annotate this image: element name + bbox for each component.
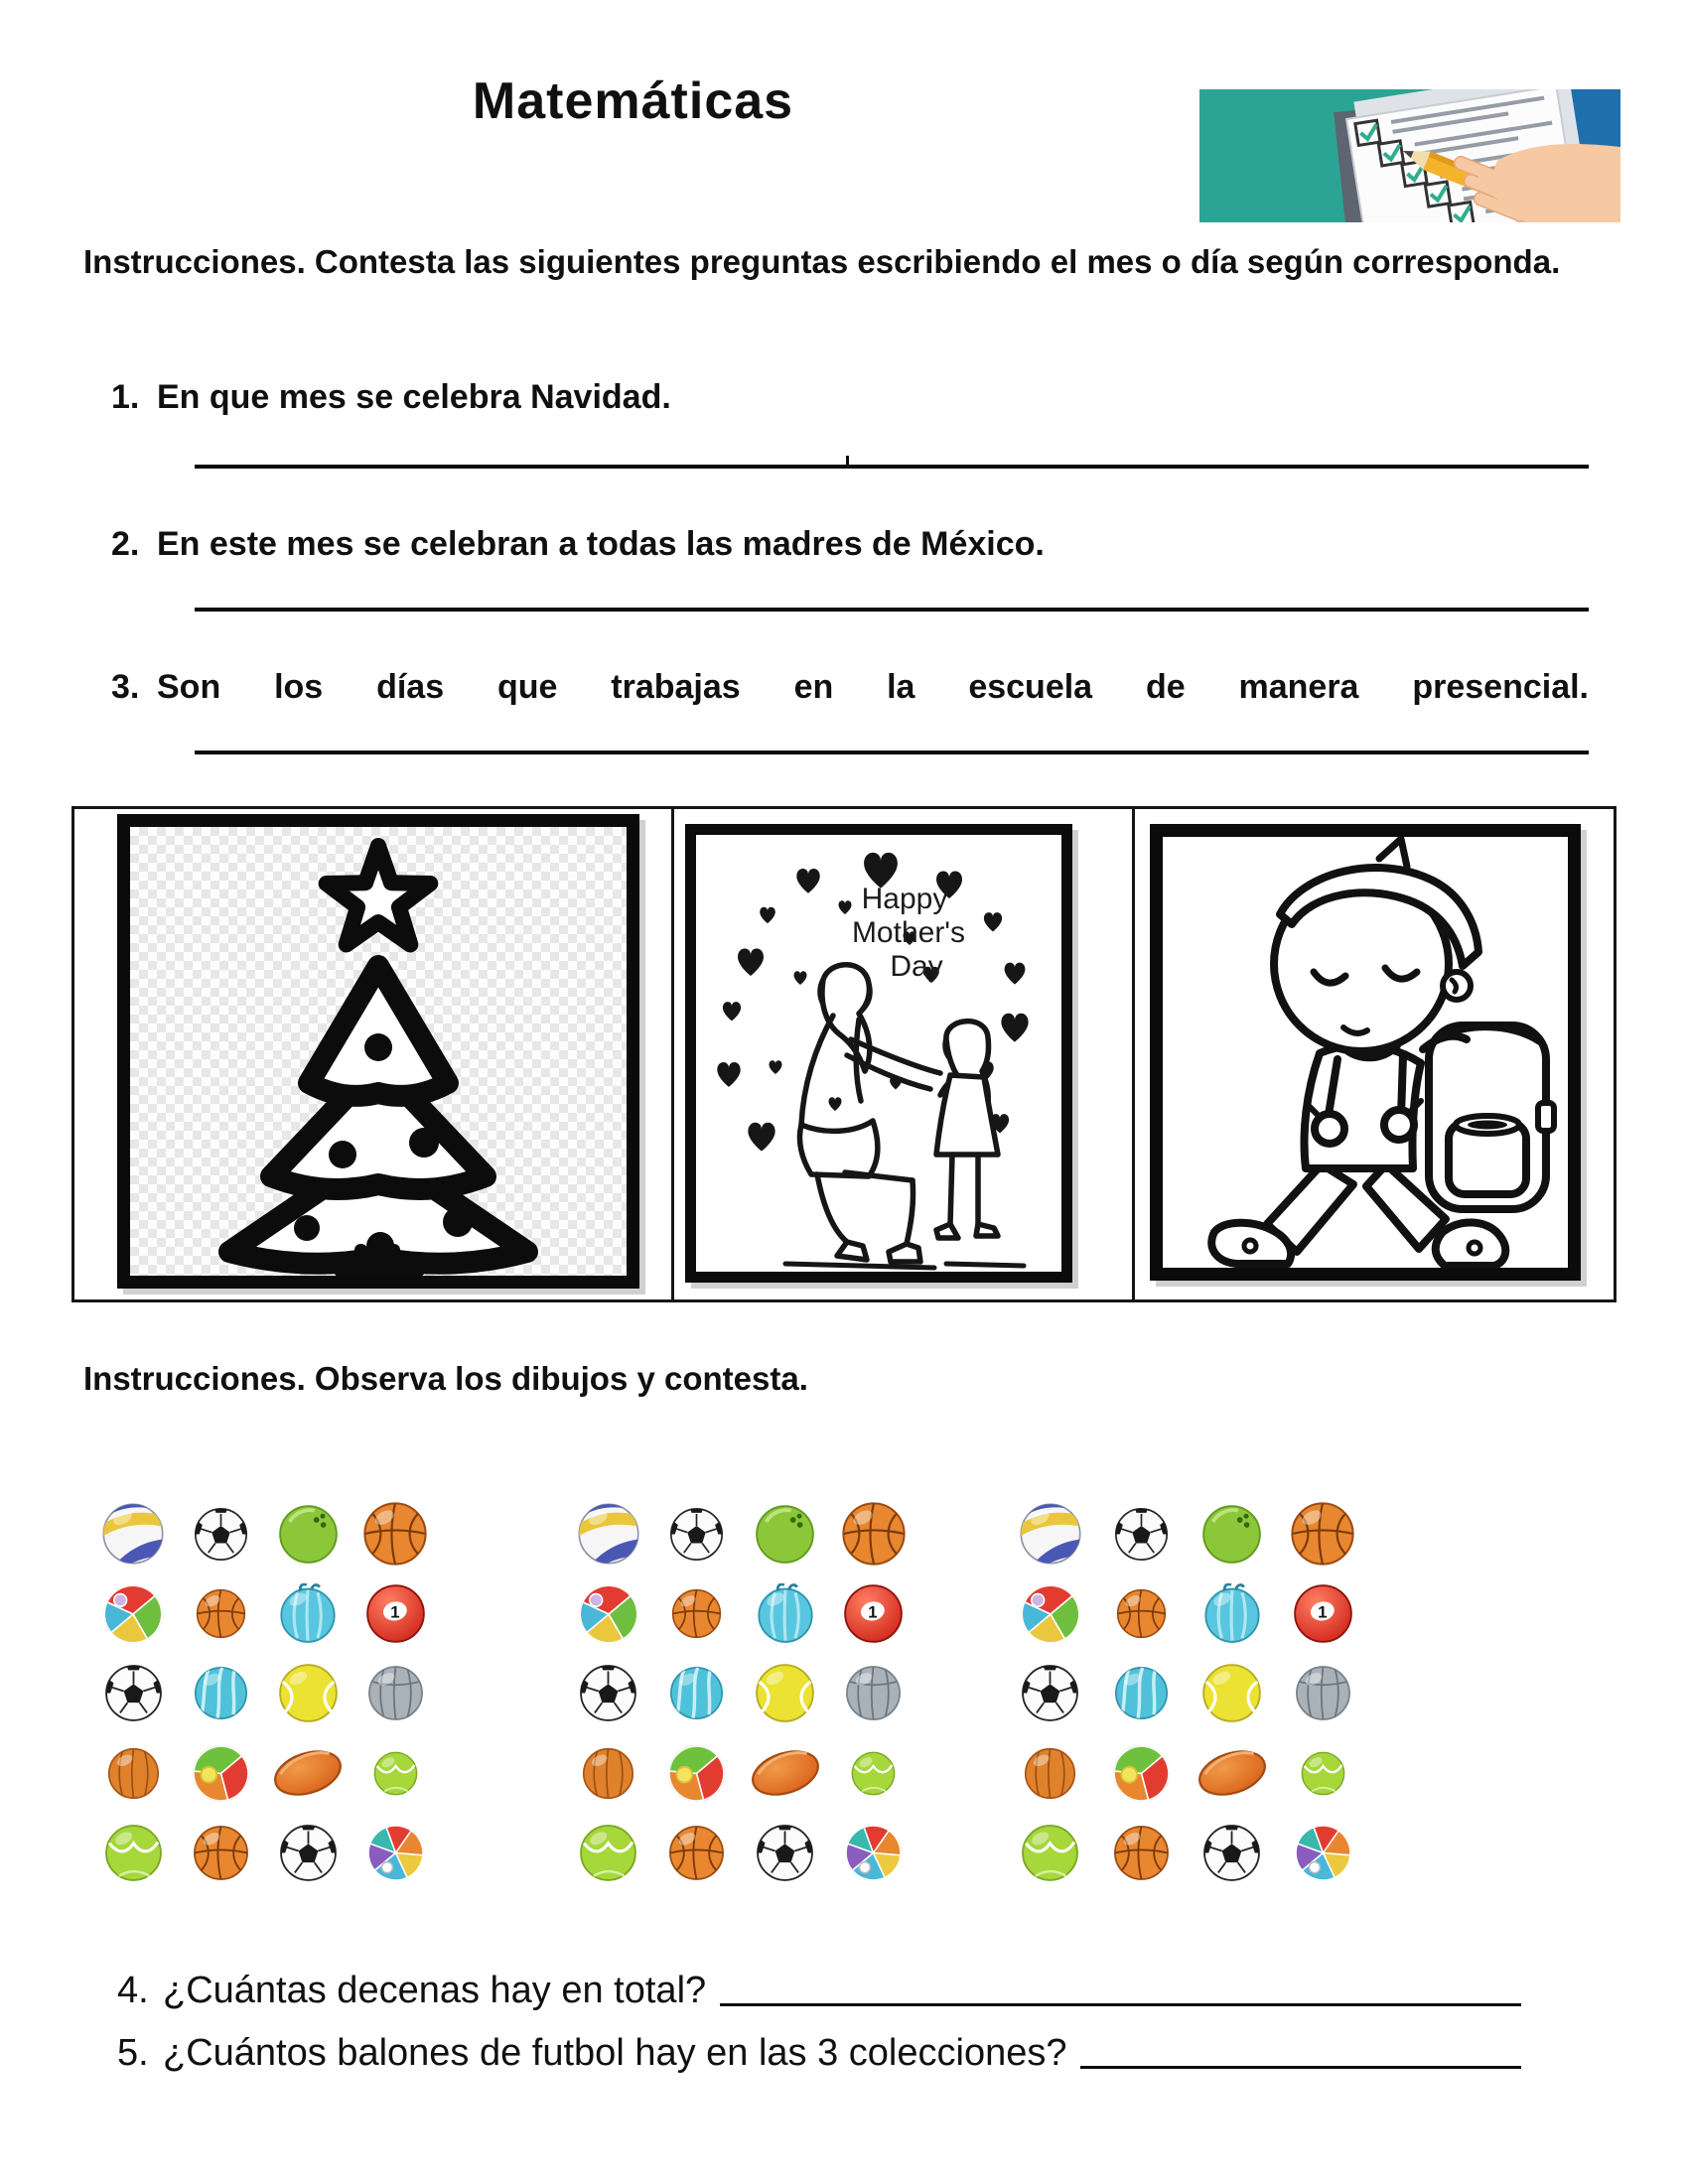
ball-volleyball-gray bbox=[366, 1664, 425, 1722]
ball-toy bbox=[666, 1743, 727, 1804]
question-1-text: En que mes se celebra Navidad. bbox=[157, 378, 671, 416]
ball-basketball bbox=[1289, 1500, 1356, 1568]
ball-tennis-sm bbox=[372, 1750, 419, 1797]
ball-beachball-rainbow bbox=[843, 1823, 904, 1883]
mothers-day-text-line2: Mother's bbox=[851, 916, 966, 949]
question-5 bbox=[117, 2033, 1521, 2075]
ball-beachball bbox=[101, 1582, 165, 1646]
mothers-day-text-line1: Happy bbox=[861, 883, 948, 915]
ball-soccer bbox=[278, 1823, 339, 1883]
ball-toy bbox=[191, 1743, 251, 1804]
ball-soccer bbox=[668, 1506, 725, 1563]
ball-basketball-sm bbox=[1115, 1587, 1168, 1640]
ball-soccer bbox=[1201, 1823, 1262, 1883]
question-4 bbox=[117, 1971, 1521, 2012]
answer-line-1[interactable] bbox=[195, 465, 1589, 469]
answer-line-2[interactable] bbox=[195, 608, 1589, 612]
ball-bowling bbox=[277, 1503, 340, 1566]
ball-volleyball-orange bbox=[581, 1746, 635, 1801]
question-2-number: 2. bbox=[111, 525, 140, 563]
ball-beachball bbox=[1019, 1582, 1082, 1646]
christmas-tree-picture bbox=[117, 814, 639, 1289]
svg-text:1: 1 bbox=[389, 1602, 400, 1622]
ball-swirl bbox=[668, 1665, 725, 1721]
ball-hopper bbox=[277, 1583, 339, 1645]
question-4-number: 4. bbox=[117, 1970, 149, 2011]
question-5-number: 5. bbox=[117, 2032, 149, 2074]
question-4-text: ¿Cuántas decenas hay en total? bbox=[163, 1970, 707, 2011]
ball-hopper bbox=[755, 1583, 816, 1645]
ball-billiard bbox=[842, 1582, 905, 1645]
ball-tennis-sm bbox=[1300, 1750, 1346, 1797]
ball-soccer bbox=[193, 1506, 249, 1563]
ball-billiard bbox=[1292, 1582, 1354, 1645]
ball-swirl bbox=[1113, 1665, 1170, 1721]
ball-tennis-yellow bbox=[277, 1662, 340, 1724]
ball-swirl bbox=[193, 1665, 249, 1721]
ball-soccer bbox=[1020, 1663, 1080, 1723]
ball-billiard bbox=[364, 1582, 427, 1645]
ball-rugby bbox=[1196, 1745, 1269, 1801]
mothers-day-picture bbox=[685, 824, 1072, 1283]
ball-volleyball-orange bbox=[1023, 1746, 1077, 1801]
ball-rugby bbox=[749, 1745, 822, 1801]
ball-collection-3 bbox=[1005, 1494, 1368, 1893]
mothers-day-text-line3: Day bbox=[890, 950, 943, 983]
ball-volleyball-orange bbox=[106, 1746, 161, 1801]
ball-tennis bbox=[1020, 1823, 1080, 1883]
ball-tennis-yellow bbox=[754, 1662, 816, 1724]
ball-volleyball bbox=[1018, 1501, 1083, 1567]
ball-collection-1 bbox=[89, 1494, 439, 1893]
ball-beachball-rainbow bbox=[1293, 1823, 1353, 1883]
ball-soccer bbox=[755, 1823, 815, 1883]
ball-soccer bbox=[103, 1663, 164, 1723]
ball-tennis-sm bbox=[850, 1750, 897, 1797]
question-3-number: 3. bbox=[111, 668, 140, 706]
ball-soccer bbox=[578, 1663, 638, 1723]
ball-hopper bbox=[1201, 1583, 1263, 1645]
question-2 bbox=[111, 525, 1591, 564]
ball-soccer bbox=[1113, 1506, 1170, 1563]
mothers-day-sketch bbox=[696, 835, 1061, 1272]
ball-beachball bbox=[577, 1582, 640, 1646]
table-divider-1 bbox=[671, 809, 674, 1299]
ball-basketball-md bbox=[667, 1824, 726, 1882]
ball-basketball-md bbox=[192, 1824, 250, 1882]
ball-basketball-md bbox=[1112, 1824, 1171, 1882]
question-5-text: ¿Cuántos balones de futbol hay en las 3 colecciones? bbox=[163, 2032, 1067, 2074]
svg-text:1: 1 bbox=[868, 1602, 878, 1622]
page-title: Matemáticas bbox=[472, 72, 794, 130]
ball-volleyball bbox=[576, 1501, 641, 1567]
ball-basketball-sm bbox=[670, 1587, 723, 1640]
ball-tennis bbox=[578, 1823, 638, 1883]
question-1 bbox=[111, 378, 1591, 417]
ball-basketball-sm bbox=[195, 1587, 247, 1640]
ball-toy bbox=[1111, 1743, 1172, 1804]
question-1-number: 1. bbox=[111, 378, 140, 416]
checklist-pencil-illustration bbox=[1199, 89, 1620, 222]
ball-rugby bbox=[271, 1745, 345, 1801]
ball-volleyball-gray bbox=[1294, 1664, 1352, 1722]
answer-line-4[interactable] bbox=[720, 2003, 1521, 2006]
ball-collection-2 bbox=[564, 1494, 917, 1893]
answer-line-5[interactable] bbox=[1080, 2066, 1521, 2069]
table-divider-2 bbox=[1132, 809, 1135, 1299]
question-2-text: En este mes se celebran a todas las madres de México. bbox=[157, 525, 1045, 563]
boy-backpack-picture bbox=[1150, 824, 1581, 1281]
ball-volleyball-gray bbox=[844, 1664, 903, 1722]
ball-volleyball bbox=[100, 1501, 166, 1567]
question-3-text: Son los días que trabajas en la escuela de manera presencial. bbox=[157, 668, 1589, 706]
christmas-tree-icon bbox=[130, 827, 627, 1276]
ball-beachball-rainbow bbox=[365, 1823, 426, 1883]
ball-tennis-yellow bbox=[1200, 1662, 1263, 1724]
svg-text:1: 1 bbox=[1317, 1602, 1328, 1622]
answer-line-3[interactable] bbox=[195, 751, 1589, 754]
ball-tennis bbox=[103, 1823, 164, 1883]
checklist-illustration-graphic bbox=[1199, 89, 1620, 222]
answer-line-1-tick bbox=[846, 456, 849, 469]
ball-basketball bbox=[361, 1500, 429, 1568]
ball-bowling bbox=[754, 1503, 816, 1566]
question-3 bbox=[111, 668, 1589, 707]
instructions-1: Instrucciones. Contesta las siguientes preguntas escribiendo el mes o día según corresponda. bbox=[83, 243, 1561, 280]
ball-basketball bbox=[840, 1500, 908, 1568]
instructions-2: Instrucciones. Observa los dibujos y contesta. bbox=[83, 1360, 808, 1397]
ball-bowling bbox=[1200, 1503, 1263, 1566]
boy-backpack-cartoon bbox=[1163, 837, 1568, 1268]
